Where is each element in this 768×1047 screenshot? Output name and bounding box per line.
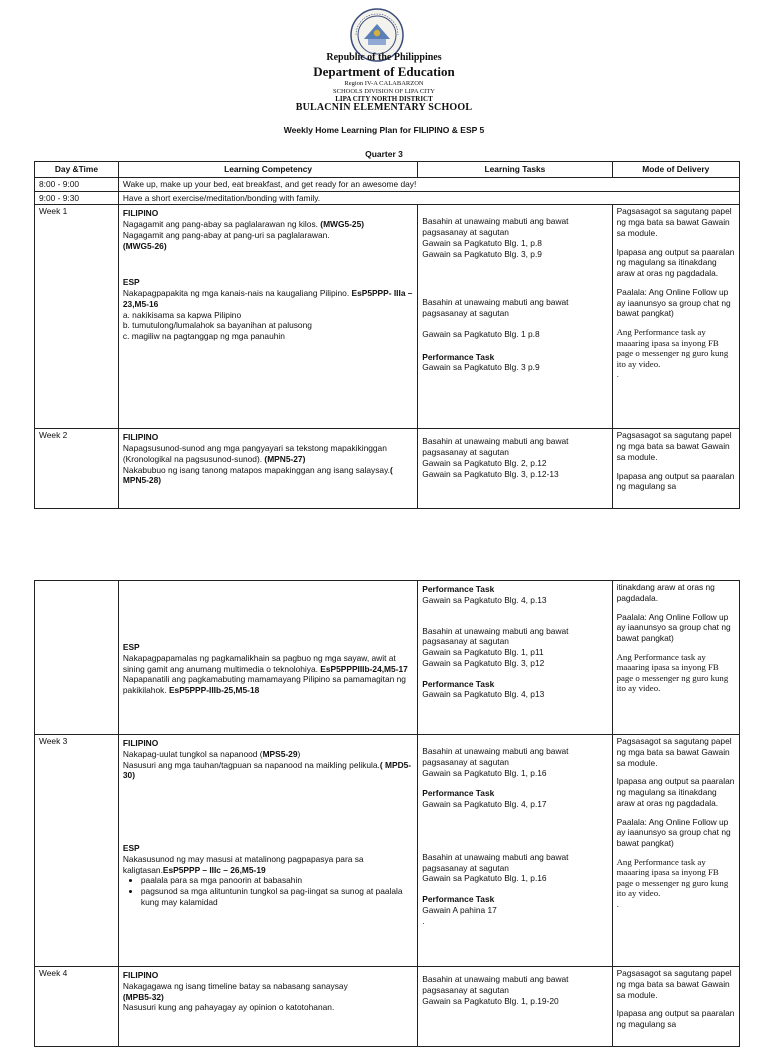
column-header: Learning Competency [118, 162, 417, 178]
week-label: Week 3 [35, 735, 119, 967]
competency-item: b. tumutulong/lumalahok sa bayanihan at palusong [122, 320, 312, 331]
competency-code: (MPB5-32) [122, 991, 164, 1002]
task-instruction: Basahin at unawaing mabuti ang bawat pagsasanay at sagutan [422, 297, 569, 318]
tasks-cell [418, 967, 612, 1047]
subject-heading: ESP [122, 642, 140, 652]
task-instruction: Basahin at unawaing mabuti ang bawat pagsasanay at sagutan [422, 974, 569, 995]
table-row [35, 205, 740, 429]
subject-heading: FILIPINO [122, 432, 159, 443]
delivery-text: Ipapasa ang output sa paaralan ng magulang sa itinakdang araw at oras ng pagdadala. [616, 246, 735, 278]
task-item: Gawain sa Pagkatuto Blg. 1, p.8 [422, 237, 542, 248]
table-row [35, 967, 740, 1047]
competency-code: EsP5PPP – IIIc – 26,M5-19 [162, 864, 266, 875]
week-label: Week 1 [35, 205, 119, 429]
competency-text: Nasusuri ang mga tauhan/tagpuan sa napanood na maikling pelikula.( MPD5-30) [122, 759, 412, 781]
table-row [35, 191, 740, 205]
delivery-dot: . [616, 898, 619, 909]
delivery-video-note: Ang Performance task ay maaaring ipasa sa inyong FB page o messenger ng guro kung ito ay video. [616, 327, 729, 369]
delivery-note: Paalala: Ang Online Follow up ay iaanunsyo sa group chat ng bawat pangkat) [616, 286, 731, 319]
delivery-cell [612, 735, 739, 967]
tasks-cell [418, 205, 612, 429]
competency-text: Nasusuri kung ang pahayagay ay opinion o katotohanan. [122, 1002, 335, 1013]
delivery-text: Ipapasa ang output sa paaralan ng magulang sa [616, 1008, 735, 1029]
competency-bullets [123, 875, 413, 907]
competency-code: EsP5PPP-IIIb-25,M5-18 [168, 685, 260, 695]
task-instruction: Basahin at unawaing mabuti ang bawat pagsasanay at sagutan [422, 625, 569, 647]
task-item: Gawain sa Pagkatuto Blg. 1, p.19-20 [422, 995, 559, 1006]
task-item: Gawain sa Pagkatuto Blg. 1, p11 [422, 647, 544, 657]
column-header: Learning Tasks [418, 162, 612, 178]
competency-code: EsP5PPP- IIIa – 23,M5-16 [122, 288, 413, 309]
delivery-video-note: Ang Performance task ay maaaring ipasa sa inyong FB page o messenger ng guro kung ito ay video. [616, 856, 729, 899]
subject-heading: FILIPINO [122, 738, 159, 748]
task-instruction: Basahin at unawaing mabuti ang bawat pagsasanay at sagutan [422, 851, 569, 873]
performance-task-label: Performance Task [422, 788, 495, 799]
competency-text: Nakapagpapamalas ng pagkamalikhain sa pagbuo ng mga sayaw, awit at sining gamit ang anumang multimedia o teknolohiya. EsP5PPPIIIb-24,M5-17 [122, 652, 408, 674]
competency-text: Napagsusunod-sunod ang mga pangyayari sa tekstong mapakikinggan (Kronologikal na pagsusunod-sunod). (MPN5-27) [122, 443, 387, 464]
routine-time: 8:00 - 9:00 [35, 177, 119, 191]
competency-code: (MPN5-27) [264, 453, 306, 464]
delivery-text: Pagsasagot sa sagutang papel ng mga bata sa bawat Gawain sa module. [616, 430, 732, 462]
competency-text: Nakapagpapakita ng mga kanais-nais na kaugaliang Pilipino. EsP5PPP- IIIa – 23,M5-16 [122, 288, 413, 309]
delivery-note: Paalala: Ang Online Follow up ay iaanunsyo sa group chat ng bawat pangkat) [616, 611, 731, 643]
routine-time: 9:00 - 9:30 [35, 191, 119, 205]
delivery-cell [612, 967, 739, 1047]
subject-heading: FILIPINO [122, 970, 159, 980]
week-label: Week 4 [35, 967, 119, 1047]
competency-text: Nakagagawa ng isang timeline batay sa nabasang sanaysay [122, 980, 348, 991]
learning-plan-table-continued [34, 580, 740, 1047]
delivery-video-note: Ang Performance task ay maaaring ipasa sa inyong FB page o messenger ng guro kung ito ay video. [616, 651, 729, 694]
task-instruction: Basahin at unawaing mabuti ang bawat pagsasanay at sagutan [422, 216, 569, 237]
competency-text: Nagagamit ang pang-abay at pang-uri sa paglalarawan. [122, 229, 330, 240]
competency-item: c. magiliw na pagtanggap ng mga panauhin [122, 331, 285, 341]
subject-heading: FILIPINO [122, 208, 159, 219]
competency-item: a. nakikisama sa kapwa Pilipino [122, 309, 242, 320]
competency-text: Nakapag-uulat tungkol sa napanood (MPS5-29) [122, 748, 301, 759]
task-item: Gawain sa Pagkatuto Blg. 3, p.12-13 [422, 468, 559, 479]
performance-task-label: Performance Task [422, 678, 495, 689]
competency-text: Napapanatili ang pagkamabuting mamamayang Pilipino sa pamamagitan ng pakikilahok. EsP5PPP-IIIb-25,M5-18 [122, 674, 406, 695]
table-row [35, 177, 740, 191]
list-item: • pagsunod sa mga alituntunin tungkol sa pag-iingat sa sunog at paalala kung may kalamidad [141, 886, 413, 908]
header-school: BULACNIN ELEMENTARY SCHOOL [295, 102, 473, 113]
page-two [0, 560, 768, 1029]
task-item: Gawain sa Pagkatuto Blg. 4, p.17 [422, 799, 547, 809]
delivery-cell [612, 581, 739, 735]
table-row [35, 429, 740, 509]
routine-activity: Wake up, make up your bed, eat breakfast, and get ready for an awesome day! [118, 177, 739, 191]
competency-code: MPS5-29 [262, 748, 298, 759]
task-item: Gawain sa Pagkatuto Blg. 3, p.9 [422, 248, 542, 259]
header-division: SCHOOLS DIVISION OF LIPA CITY [333, 88, 435, 95]
week-label-empty [35, 581, 119, 735]
header-republic: Republic of the Philippines [326, 52, 442, 63]
competency-text: Nakasusunod ng may masusi at matalinong pagpapasya para sa kaligtasan.EsP5PPP – IIIc – 26,M5-19 [122, 853, 364, 875]
column-header: Mode of Delivery [612, 162, 739, 178]
task-item: Gawain sa Pagkatuto Blg. 1 p.8 [422, 328, 540, 339]
task-dot: . [422, 915, 425, 926]
task-instruction: Basahin at unawaing mabuti ang bawat pagsasanay at sagutan [422, 436, 569, 457]
week-label: Week 2 [35, 429, 119, 509]
tasks-cell [418, 581, 612, 735]
column-header: Day &Time [35, 162, 119, 178]
task-item: Gawain sa Pagkatuto Blg. 1, p.16 [422, 873, 547, 884]
table-header-row [35, 162, 740, 178]
table-row [35, 581, 740, 735]
delivery-text: Ipapasa ang output sa paaralan ng magulang sa itinakdang araw at oras ng pagdadala. [616, 776, 735, 808]
competency-text: Nagagamit ang pang-abay sa paglalarawan ng kilos. (MWG5-25) [122, 219, 365, 229]
delivery-cell [612, 205, 739, 429]
competency-code: ( MPD5-30) [122, 759, 412, 781]
competency-code: ( MPN5-28) [122, 464, 393, 486]
delivery-text: Pagsasagot sa sagutang papel ng mga bata sa bawat Gawain sa module. [616, 968, 732, 1000]
competency-text: Nakabubuo ng isang tanong matapos mapakinggan ang isang salaysay.( MPN5-28) [122, 464, 393, 486]
tasks-cell [418, 735, 612, 967]
performance-task-label: Performance Task [422, 894, 495, 904]
document-title: Weekly Home Learning Plan for FILIPINO & ESP 5 [283, 125, 485, 135]
task-item: Gawain sa Pagkatuto Blg. 1, p.16 [422, 767, 547, 778]
delivery-text: Ipapasa ang output sa paaralan ng magulang sa [616, 470, 735, 492]
task-item: Gawain A pahina 17 [422, 904, 497, 915]
delivery-text: Pagsasagot sa sagutang papel ng mga bata sa bawat Gawain sa module. [616, 206, 732, 238]
tasks-cell [418, 429, 612, 509]
task-item: Gawain sa Pagkatuto Blg. 3, p12 [422, 657, 545, 668]
task-item: Gawain sa Pagkatuto Blg. 3 p.9 [422, 362, 540, 373]
routine-activity: Have a short exercise/meditation/bonding with family. [118, 191, 739, 205]
header-district: LIPA CITY NORTH DISTRICT [335, 95, 433, 103]
subject-heading: ESP [122, 843, 140, 853]
delivery-note: Paalala: Ang Online Follow up ay iaanunsyo sa group chat ng bawat pangkat) [616, 816, 731, 848]
task-item: Gawain sa Pagkatuto Blg. 4, p13 [422, 689, 545, 700]
performance-task-label: Performance Task [422, 351, 495, 362]
subject-heading: ESP [122, 277, 140, 288]
header-department: Department of Education [313, 64, 455, 79]
delivery-text: Pagsasagot sa sagutang papel ng mga bata sa bawat Gawain sa module. [616, 736, 732, 768]
task-item: Gawain sa Pagkatuto Blg. 4, p.13 [422, 594, 547, 605]
competency-cell [118, 735, 417, 967]
learning-plan-table [34, 161, 740, 509]
delivery-text: itinakdang araw at oras ng pagdadala. [616, 582, 715, 603]
table-row [35, 735, 740, 967]
competency-code: (MWG5-26) [122, 240, 167, 251]
task-instruction: Basahin at unawaing mabuti ang bawat pagsasanay at sagutan [422, 746, 569, 767]
competency-code: EsP5PPPIIIb-24,M5-17 [320, 663, 408, 674]
task-item: Gawain sa Pagkatuto Blg. 2, p.12 [422, 457, 547, 468]
competency-cell [118, 581, 417, 735]
competency-cell [118, 205, 417, 429]
delivery-cell [612, 429, 739, 509]
competency-cell [118, 967, 417, 1047]
delivery-dot: . [616, 369, 619, 380]
performance-task-label: Performance Task [422, 584, 495, 594]
competency-code: (MWG5-25) [320, 219, 365, 229]
header-region: Region IV-A CALABARZON [344, 80, 424, 87]
list-item: • paalala para sa mga panoorin at babasahin [141, 875, 413, 886]
competency-cell [118, 429, 417, 509]
quarter-label: Quarter 3 [365, 149, 403, 159]
